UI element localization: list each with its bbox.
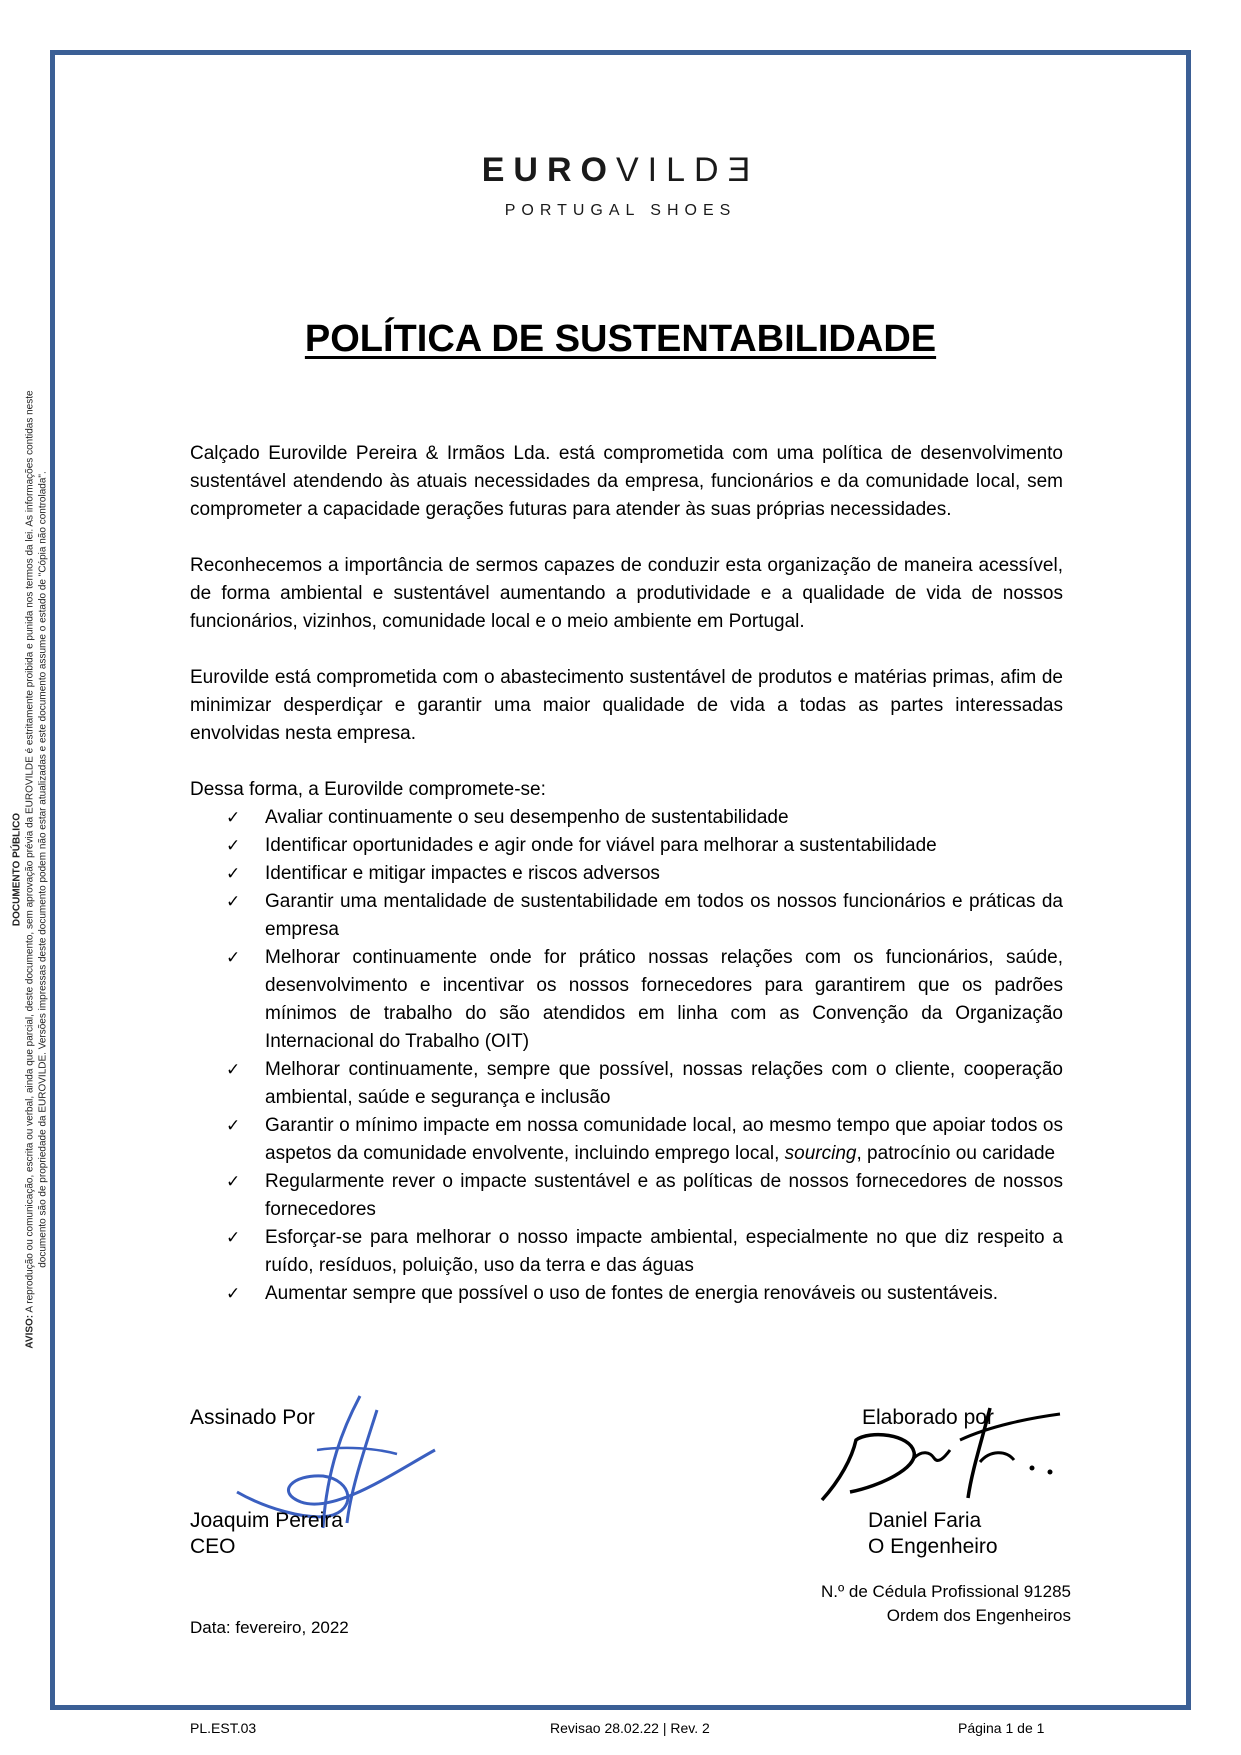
italic-term: sourcing bbox=[784, 1143, 857, 1164]
preparer-role: O Engenheiro bbox=[868, 1535, 998, 1558]
checkmark-icon: ✓ bbox=[226, 1172, 241, 1192]
list-item bbox=[190, 1168, 1063, 1224]
side-notice-aviso: AVISO: bbox=[24, 1314, 36, 1349]
document-date: Data: fevereiro, 2022 bbox=[190, 1618, 349, 1637]
commitment-text: Identificar oportunidades e agir onde for viável para melhorar a sustentabilidade bbox=[265, 835, 937, 856]
side-legal-notice bbox=[11, 70, 50, 1670]
commitment-text: Garantir o mínimo impacte em nossa comunidade local, ao mesmo tempo que apoiar todos os aspetos da comunidade envolvente, incluindo emprego local, sourcing, patrocínio ou caridade bbox=[265, 1115, 1063, 1164]
commitment-text: Melhorar continuamente onde for prático nossas relações com os funcionários, saúde, desenvolvimento e incentivar os nossos fornecedores para garantirem que os padrões mínimos de trabalho do são atendidos em linha com as Convenção da Organização Internacional do Trabalho (OIT) bbox=[265, 947, 1063, 1052]
list-item bbox=[190, 804, 1063, 832]
signer-role: CEO bbox=[190, 1535, 236, 1558]
signed-by-label: Assinado Por bbox=[190, 1406, 315, 1429]
engineers-order: Ordem dos Engenheiros bbox=[886, 1606, 1071, 1625]
document-title: POLÍTICA DE SUSTENTABILIDADE bbox=[304, 318, 937, 360]
commitments-list bbox=[190, 804, 1063, 1308]
logo-wordmark bbox=[0, 150, 1241, 190]
list-item bbox=[190, 860, 1063, 888]
footer-page-number: Página 1 de 1 bbox=[958, 1720, 1045, 1736]
paragraph-1: Calçado Eurovilde Pereira & Irmãos Lda. está comprometida com uma política de desenvolvimento sustentável atendendo às atuais necessidades da empresa, funcionários e da comunidade local, sem comprometer a capacidade gerações futuras para atender às suas próprias necessidades. bbox=[190, 443, 1063, 520]
document-body bbox=[190, 440, 1063, 1308]
paragraph-2: Reconhecemos a importância de sermos capazes de conduzir esta organização de maneira acessível, de forma ambiental e sustentável aumentando a produtividade e a qualidade de vida de nossos funcionários, vizinhos, comunidade local e o meio ambiente em Portugal. bbox=[190, 555, 1063, 632]
footer-document-code: PL.EST.03 bbox=[190, 1720, 257, 1736]
list-item bbox=[190, 1112, 1063, 1168]
logo-bold-part: EURO bbox=[481, 151, 616, 189]
checkmark-icon: ✓ bbox=[226, 1060, 241, 1080]
commitments-intro: Dessa forma, a Eurovilde compromete-se: bbox=[190, 779, 546, 800]
checkmark-icon: ✓ bbox=[226, 1284, 241, 1304]
engineer-signature bbox=[810, 1400, 1070, 1510]
commitment-text: Regularmente rever o impacte sustentável e as políticas de nossos fornecedores de nossos fornecedores bbox=[265, 1171, 1063, 1220]
checkmark-icon: ✓ bbox=[226, 1228, 241, 1248]
checkmark-icon: ✓ bbox=[226, 808, 241, 828]
company-logo bbox=[0, 150, 1241, 220]
commitment-text: Esforçar-se para melhorar o nosso impacte ambiental, especialmente no que diz respeito a ruído, resíduos, poluição, uso da terra e das águas bbox=[265, 1227, 1063, 1276]
checkmark-icon: ✓ bbox=[226, 892, 241, 912]
commitment-text: Avaliar continuamente o seu desempenho de sustentabilidade bbox=[265, 807, 789, 828]
list-item bbox=[190, 888, 1063, 944]
list-item bbox=[190, 1224, 1063, 1280]
paragraph-3: Eurovilde está comprometida com o abastecimento sustentável de produtos e matérias primas, afim de minimizar desperdiçar e garantir uma maior qualidade de vida a todas as partes interessadas envolvidas nesta empresa. bbox=[190, 667, 1063, 744]
preparer-name: Daniel Faria bbox=[868, 1509, 982, 1532]
checkmark-icon: ✓ bbox=[226, 948, 241, 968]
checkmark-icon: ✓ bbox=[226, 864, 241, 884]
prepared-by-label: Elaborado por bbox=[862, 1406, 994, 1429]
logo-tagline: PORTUGAL SHOES bbox=[504, 202, 737, 219]
side-notice-line-1 bbox=[24, 70, 37, 1670]
professional-license-number: N.º de Cédula Profissional 91285 bbox=[820, 1582, 1071, 1601]
list-item bbox=[190, 944, 1063, 1056]
checkmark-icon: ✓ bbox=[226, 1116, 241, 1136]
commitment-text: Garantir uma mentalidade de sustentabilidade em todos os nossos funcionários e práticas da empresa bbox=[265, 891, 1063, 940]
side-notice-text-2: documento são de propriedade da EUROVILDE. Versões impressas deste documento podem não estar atualizadas e este documento assume o estado de "Cópia não controlada". bbox=[37, 471, 49, 1268]
list-item bbox=[190, 1280, 1063, 1308]
side-notice-label: DOCUMENTO PÚBLICO bbox=[11, 812, 23, 927]
list-item bbox=[190, 832, 1063, 860]
side-notice-text-1: A reprodução ou comunicação, escrita ou verbal, ainda que parcial, deste documento, sem aprovação prévia da EUROVILDE é estritamente proibida e punida nos termos da lei. As informações contidas neste bbox=[24, 390, 36, 1313]
commitment-text: Identificar e mitigar impactes e riscos adversos bbox=[265, 863, 660, 884]
checkmark-icon: ✓ bbox=[226, 836, 241, 856]
list-item bbox=[190, 1056, 1063, 1112]
logo-light-part: VILDƎ bbox=[615, 151, 760, 189]
signer-name: Joaquim Pereira bbox=[190, 1509, 343, 1532]
footer-revision: Revisao 28.02.22 | Rev. 2 bbox=[550, 1720, 710, 1736]
commitment-text: Aumentar sempre que possível o uso de fontes de energia renováveis ou sustentáveis. bbox=[265, 1283, 998, 1304]
commitment-text: Melhorar continuamente, sempre que possível, nossas relações com o cliente, cooperação ambiental, saúde e segurança e inclusão bbox=[265, 1059, 1063, 1108]
